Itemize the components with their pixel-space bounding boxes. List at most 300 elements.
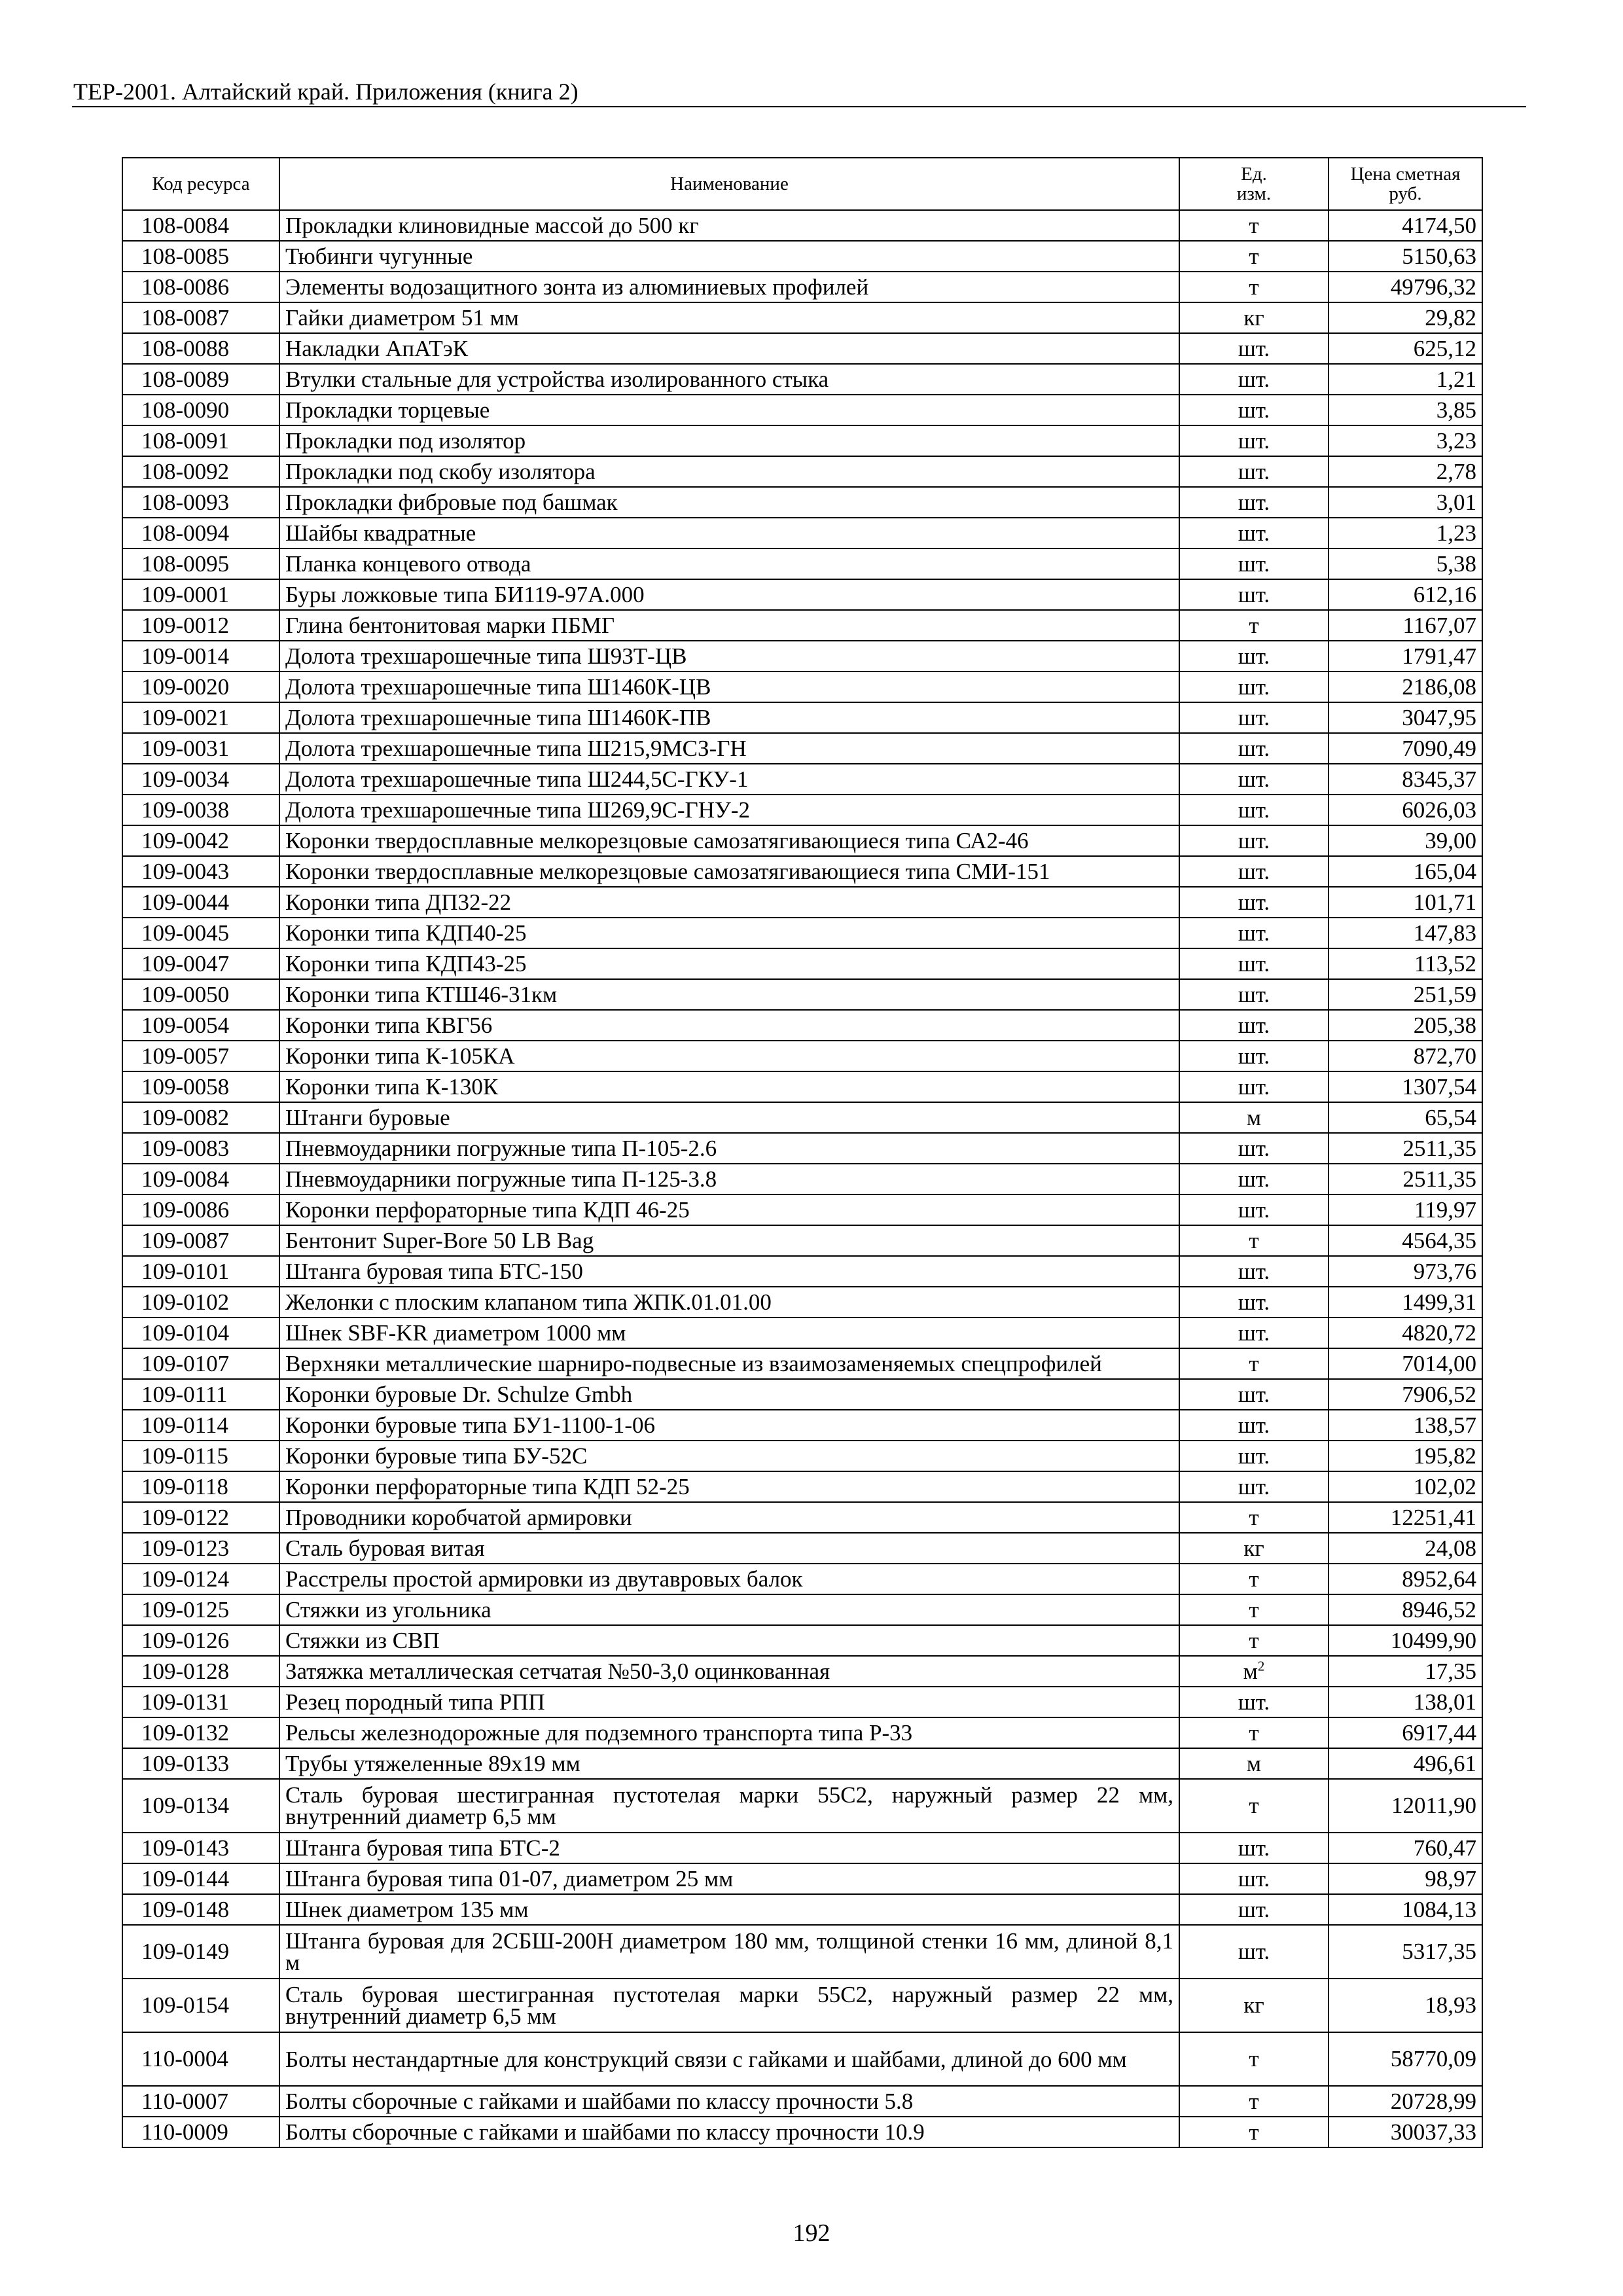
price-cell: 612,16 (1329, 579, 1482, 610)
resource-name-cell: Коронки типа К-130К (279, 1071, 1179, 1102)
table-row (122, 1133, 1482, 1164)
price-cell: 5317,35 (1329, 1925, 1482, 1979)
price-cell: 2186,08 (1329, 672, 1482, 702)
resource-name-cell: Штанга буровая типа БТС-2 (279, 1833, 1179, 1863)
resource-name-cell: Коронки буровые Dr. Schulze Gmbh (279, 1379, 1179, 1410)
price-cell: 1084,13 (1329, 1894, 1482, 1925)
unit-text: шт. (1238, 1896, 1270, 1922)
resource-code-cell: 109-0084 (122, 1164, 279, 1194)
price-cell: 8952,64 (1329, 1564, 1482, 1594)
unit-text: шт. (1238, 1473, 1270, 1499)
resource-code-cell: 109-0104 (122, 1318, 279, 1348)
column-header-unit (1179, 158, 1329, 210)
resource-code-cell: 109-0101 (122, 1256, 279, 1287)
table-row (122, 1925, 1482, 1979)
resource-name-cell: Коронки типа КДП40-25 (279, 918, 1179, 948)
price-cell: 12011,90 (1329, 1779, 1482, 1833)
unit-text: т (1249, 1504, 1259, 1530)
unit-text: шт. (1238, 920, 1270, 946)
table-row (122, 364, 1482, 395)
column-header-code: Код ресурса (122, 158, 279, 210)
price-cell: 98,97 (1329, 1863, 1482, 1894)
resource-name-cell: Прокладки под изолятор (279, 425, 1179, 456)
unit-text: м (1246, 1104, 1262, 1130)
resource-code-cell: 109-0107 (122, 1348, 279, 1379)
resource-code-cell: 109-0057 (122, 1041, 279, 1071)
unit-cell (1179, 1564, 1329, 1594)
table-row (122, 1010, 1482, 1041)
table-row (122, 825, 1482, 856)
price-cell: 29,82 (1329, 302, 1482, 333)
resource-code-cell: 109-0034 (122, 764, 279, 795)
resource-name-cell: Прокладки фибровые под башмак (279, 487, 1179, 518)
unit-cell (1179, 518, 1329, 548)
resource-code-cell: 109-0154 (122, 1979, 279, 2032)
price-cell: 195,82 (1329, 1441, 1482, 1471)
table-row (122, 1318, 1482, 1348)
unit-text: т (1249, 2088, 1259, 2114)
resource-name-cell: Глина бентонитовая марки ПБМГ (279, 610, 1179, 641)
unit-cell (1179, 1979, 1329, 2032)
table-row (122, 672, 1482, 702)
table-row (122, 1625, 1482, 1656)
resource-name-cell: Накладки АпАТэК (279, 333, 1179, 364)
unit-cell (1179, 241, 1329, 272)
unit-cell (1179, 487, 1329, 518)
unit-cell (1179, 918, 1329, 948)
resource-code-cell: 109-0058 (122, 1071, 279, 1102)
price-cell: 102,02 (1329, 1471, 1482, 1502)
resource-name-cell: Втулки стальные для устройства изолированного стыка (279, 364, 1179, 395)
unit-cell (1179, 672, 1329, 702)
resource-name-cell: Коронки буровые типа БУ1-1100-1-06 (279, 1410, 1179, 1441)
resource-name-cell: Сталь буровая витая (279, 1533, 1179, 1564)
resource-code-cell: 108-0091 (122, 425, 279, 456)
resource-name-cell: Шнек SBF-KR диаметром 1000 мм (279, 1318, 1179, 1348)
unit-text: шт. (1238, 366, 1270, 392)
unit-text: шт. (1238, 766, 1270, 792)
resource-code-cell: 109-0045 (122, 918, 279, 948)
resource-code-cell: 108-0085 (122, 241, 279, 272)
resource-code-cell: 109-0087 (122, 1225, 279, 1256)
unit-cell (1179, 1471, 1329, 1502)
unit-superscript: 2 (1257, 1657, 1265, 1674)
unit-text: шт. (1238, 1381, 1270, 1407)
unit-cell (1179, 1410, 1329, 1441)
unit-text: шт. (1238, 1835, 1270, 1861)
table-row (122, 1102, 1482, 1133)
resource-name-cell: Коронки типа ДП32-22 (279, 887, 1179, 918)
resource-code-cell: 109-0038 (122, 795, 279, 825)
resource-code-cell: 109-0082 (122, 1102, 279, 1133)
unit-cell (1179, 1717, 1329, 1748)
column-header-price-line1: Цена сметная (1350, 164, 1461, 185)
resource-name-cell: Желонки с плоским клапаном типа ЖПК.01.01.00 (279, 1287, 1179, 1318)
table-row (122, 887, 1482, 918)
price-cell: 7090,49 (1329, 733, 1482, 764)
resource-name-cell: Буры ложковые типа БИ119-97А.000 (279, 579, 1179, 610)
resource-code-cell: 109-0125 (122, 1594, 279, 1625)
price-cell: 760,47 (1329, 1833, 1482, 1863)
unit-text: шт. (1238, 458, 1270, 484)
resource-name-cell: Планка концевого отвода (279, 548, 1179, 579)
resource-code-cell: 109-0047 (122, 948, 279, 979)
column-header-price (1329, 158, 1482, 210)
unit-text: шт. (1238, 889, 1270, 915)
unit-text: т (1249, 612, 1259, 638)
price-cell: 113,52 (1329, 948, 1482, 979)
unit-text: м (1243, 1658, 1258, 1684)
price-cell: 1,23 (1329, 518, 1482, 548)
resource-name-cell: Долота трехшарошечные типа Ш269,9С-ГНУ-2 (279, 795, 1179, 825)
column-header-unit-line2: изм. (1236, 183, 1272, 204)
resource-code-cell: 109-0111 (122, 1379, 279, 1410)
resource-code-cell: 109-0086 (122, 1194, 279, 1225)
unit-cell (1179, 1748, 1329, 1779)
unit-cell (1179, 1010, 1329, 1041)
resource-code-cell: 109-0126 (122, 1625, 279, 1656)
table-row (122, 302, 1482, 333)
resource-name-cell: Долота трехшарошечные типа Ш244,5С-ГКУ-1 (279, 764, 1179, 795)
unit-cell (1179, 425, 1329, 456)
price-cell: 39,00 (1329, 825, 1482, 856)
table-row (122, 395, 1482, 425)
unit-text: шт. (1238, 397, 1270, 423)
resource-code-cell: 109-0144 (122, 1863, 279, 1894)
unit-cell (1179, 1625, 1329, 1656)
resource-code-cell: 109-0118 (122, 1471, 279, 1502)
resource-name-cell: Верхняки металлические шарниро-подвесные из взаимозаменяемых спецпрофилей (279, 1348, 1179, 1379)
unit-text: кг (1243, 1535, 1264, 1561)
unit-cell (1179, 2086, 1329, 2117)
unit-text: шт. (1238, 520, 1270, 546)
table-row (122, 1287, 1482, 1318)
table-header-row (122, 158, 1482, 210)
resource-name-cell: Шнек диаметром 135 мм (279, 1894, 1179, 1925)
unit-cell (1179, 456, 1329, 487)
resource-name-cell: Коронки типа КВГ56 (279, 1010, 1179, 1041)
table-row (122, 333, 1482, 364)
unit-cell (1179, 1894, 1329, 1925)
table-row (122, 856, 1482, 887)
unit-text: шт. (1238, 1166, 1270, 1192)
price-cell: 625,12 (1329, 333, 1482, 364)
unit-cell (1179, 702, 1329, 733)
resource-name-cell: Штанга буровая для 2СБШ-200Н диаметром 180 мм, толщиной стенки 16 мм, длиной 8,1 м (279, 1925, 1179, 1979)
unit-cell (1179, 302, 1329, 333)
table-row (122, 548, 1482, 579)
price-cell: 973,76 (1329, 1256, 1482, 1287)
resource-code-cell: 109-0044 (122, 887, 279, 918)
table-row (122, 702, 1482, 733)
resource-code-cell: 108-0092 (122, 456, 279, 487)
price-cell: 6026,03 (1329, 795, 1482, 825)
table-body (122, 210, 1482, 2147)
price-cell: 3,23 (1329, 425, 1482, 456)
table-row (122, 610, 1482, 641)
unit-cell (1179, 1256, 1329, 1287)
table-row (122, 1348, 1482, 1379)
unit-text: шт. (1238, 427, 1270, 454)
table-row (122, 1194, 1482, 1225)
resource-code-cell: 109-0149 (122, 1925, 279, 1979)
running-header: ТЕР-2001. Алтайский край. Приложения (книга 2) (73, 79, 579, 105)
unit-cell (1179, 579, 1329, 610)
page-number: 192 (793, 2219, 830, 2247)
unit-cell (1179, 1594, 1329, 1625)
table-row (122, 1717, 1482, 1748)
resource-code-cell: 109-0054 (122, 1010, 279, 1041)
table-row (122, 1833, 1482, 1863)
table-row (122, 2032, 1482, 2086)
price-cell: 251,59 (1329, 979, 1482, 1010)
resource-name-cell: Болты сборочные с гайками и шайбами по классу прочности 5.8 (279, 2086, 1179, 2117)
table-row (122, 456, 1482, 487)
table-row (122, 1041, 1482, 1071)
unit-text: т (1249, 274, 1259, 300)
table-row (122, 1687, 1482, 1717)
resource-name-cell: Штанги буровые (279, 1102, 1179, 1133)
price-table (122, 157, 1483, 2148)
table-row (122, 1533, 1482, 1564)
unit-cell (1179, 272, 1329, 302)
unit-cell (1179, 1863, 1329, 1894)
price-cell: 10499,90 (1329, 1625, 1482, 1656)
price-cell: 7906,52 (1329, 1379, 1482, 1410)
table-row (122, 1564, 1482, 1594)
price-cell: 1791,47 (1329, 641, 1482, 672)
table-row (122, 2086, 1482, 2117)
unit-text: т (1249, 243, 1259, 269)
unit-cell (1179, 764, 1329, 795)
table-row (122, 1502, 1482, 1533)
table-row (122, 425, 1482, 456)
price-cell: 58770,09 (1329, 2032, 1482, 2086)
unit-text: кг (1243, 1992, 1264, 2018)
unit-text: шт. (1238, 1443, 1270, 1469)
table-row (122, 487, 1482, 518)
table-row (122, 2117, 1482, 2147)
unit-text: шт. (1238, 827, 1270, 853)
unit-text: шт. (1238, 581, 1270, 607)
resource-code-cell: 109-0042 (122, 825, 279, 856)
table-row (122, 1863, 1482, 1894)
unit-cell (1179, 1379, 1329, 1410)
resource-code-cell: 109-0115 (122, 1441, 279, 1471)
resource-name-cell: Коронки перфораторные типа КДП 46-25 (279, 1194, 1179, 1225)
unit-cell (1179, 979, 1329, 1010)
unit-text: шт. (1238, 1319, 1270, 1346)
resource-name-cell: Шайбы квадратные (279, 518, 1179, 548)
table-row (122, 272, 1482, 302)
unit-cell (1179, 1779, 1329, 1833)
resource-code-cell: 108-0094 (122, 518, 279, 548)
unit-cell (1179, 856, 1329, 887)
resource-name-cell: Сталь буровая шестигранная пустотелая марки 55С2, наружный размер 22 мм, внутренний диаметр 6,5 мм (279, 1779, 1179, 1833)
resource-name-cell: Болты сборочные с гайками и шайбами по классу прочности 10.9 (279, 2117, 1179, 2147)
unit-text: кг (1243, 304, 1264, 331)
resource-name-cell: Долота трехшарошечные типа Ш1460К-ЦВ (279, 672, 1179, 702)
table-row (122, 1894, 1482, 1925)
price-cell: 49796,32 (1329, 272, 1482, 302)
price-cell: 872,70 (1329, 1041, 1482, 1071)
price-cell: 165,04 (1329, 856, 1482, 887)
resource-code-cell: 109-0020 (122, 672, 279, 702)
resource-name-cell: Долота трехшарошечные типа Ш1460К-ПВ (279, 702, 1179, 733)
unit-text: шт. (1238, 335, 1270, 361)
unit-cell (1179, 1441, 1329, 1471)
unit-cell (1179, 364, 1329, 395)
unit-text: шт. (1238, 981, 1270, 1007)
resource-name-cell: Коронки типа КДП43-25 (279, 948, 1179, 979)
price-cell: 138,01 (1329, 1687, 1482, 1717)
price-cell: 3,85 (1329, 395, 1482, 425)
resource-code-cell: 108-0090 (122, 395, 279, 425)
resource-code-cell: 109-0132 (122, 1717, 279, 1748)
price-cell: 3,01 (1329, 487, 1482, 518)
column-header-price-line2: руб. (1389, 183, 1422, 204)
resource-code-cell: 109-0124 (122, 1564, 279, 1594)
price-cell: 8345,37 (1329, 764, 1482, 795)
resource-name-cell: Коронки типа К-105КА (279, 1041, 1179, 1071)
resource-code-cell: 108-0095 (122, 548, 279, 579)
unit-cell (1179, 1925, 1329, 1979)
price-cell: 12251,41 (1329, 1502, 1482, 1533)
resource-code-cell: 109-0133 (122, 1748, 279, 1779)
price-cell: 18,93 (1329, 1979, 1482, 2032)
resource-code-cell: 109-0122 (122, 1502, 279, 1533)
resource-code-cell: 108-0088 (122, 333, 279, 364)
table-row (122, 641, 1482, 672)
table-row (122, 1471, 1482, 1502)
unit-cell (1179, 1533, 1329, 1564)
resource-code-cell: 110-0009 (122, 2117, 279, 2147)
table-row (122, 518, 1482, 548)
resource-code-cell: 109-0114 (122, 1410, 279, 1441)
unit-text: шт. (1238, 643, 1270, 669)
price-cell: 20728,99 (1329, 2086, 1482, 2117)
unit-text: т (1249, 1596, 1259, 1623)
resource-code-cell: 109-0021 (122, 702, 279, 733)
price-cell: 30037,33 (1329, 2117, 1482, 2147)
unit-cell (1179, 825, 1329, 856)
resource-name-cell: Коронки буровые типа БУ-52С (279, 1441, 1179, 1471)
resource-code-cell: 108-0089 (122, 364, 279, 395)
unit-cell (1179, 548, 1329, 579)
price-cell: 8946,52 (1329, 1594, 1482, 1625)
table-row (122, 1410, 1482, 1441)
unit-cell (1179, 1225, 1329, 1256)
resource-code-cell: 109-0148 (122, 1894, 279, 1925)
unit-cell (1179, 1318, 1329, 1348)
unit-text: т (1249, 2119, 1259, 2145)
table-row (122, 1441, 1482, 1471)
resource-code-cell: 109-0050 (122, 979, 279, 1010)
unit-text: шт. (1238, 858, 1270, 884)
unit-cell (1179, 395, 1329, 425)
resource-code-cell: 109-0083 (122, 1133, 279, 1164)
resource-name-cell: Прокладки торцевые (279, 395, 1179, 425)
resource-name-cell: Штанга буровая типа 01-07, диаметром 25 мм (279, 1863, 1179, 1894)
price-cell: 4820,72 (1329, 1318, 1482, 1348)
resource-name-cell: Бентонит Super-Bore 50 LB Bag (279, 1225, 1179, 1256)
table-row (122, 764, 1482, 795)
table-row (122, 210, 1482, 241)
table-row (122, 795, 1482, 825)
unit-cell (1179, 1041, 1329, 1071)
price-cell: 4174,50 (1329, 210, 1482, 241)
price-cell: 147,83 (1329, 918, 1482, 948)
resource-code-cell: 109-0128 (122, 1656, 279, 1687)
unit-text: шт. (1238, 1865, 1270, 1892)
unit-cell (1179, 2032, 1329, 2086)
unit-cell (1179, 948, 1329, 979)
unit-cell (1179, 1287, 1329, 1318)
resource-name-cell: Коронки твердосплавные мелкорезцовые самозатягивающиеся типа СА2-46 (279, 825, 1179, 856)
unit-cell (1179, 333, 1329, 364)
unit-cell (1179, 1102, 1329, 1133)
table-row (122, 1225, 1482, 1256)
resource-code-cell: 110-0004 (122, 2032, 279, 2086)
table-row (122, 1379, 1482, 1410)
resource-code-cell: 110-0007 (122, 2086, 279, 2117)
price-cell: 24,08 (1329, 1533, 1482, 1564)
resource-code-cell: 108-0086 (122, 272, 279, 302)
resource-name-cell: Стяжки из СВП (279, 1625, 1179, 1656)
table-row (122, 1656, 1482, 1687)
resource-name-cell: Прокладки клиновидные массой до 500 кг (279, 210, 1179, 241)
table-row (122, 241, 1482, 272)
price-cell: 65,54 (1329, 1102, 1482, 1133)
table-row (122, 733, 1482, 764)
unit-text: т (1249, 2046, 1259, 2072)
unit-text: т (1249, 1566, 1259, 1592)
resource-name-cell: Сталь буровая шестигранная пустотелая марки 55С2, наружный размер 22 мм, внутренний диаметр 6,5 мм (279, 1979, 1179, 2032)
resource-name-cell: Тюбинги чугунные (279, 241, 1179, 272)
price-cell: 101,71 (1329, 887, 1482, 918)
resource-name-cell: Рельсы железнодорожные для подземного транспорта типа Р-33 (279, 1717, 1179, 1748)
price-cell: 1307,54 (1329, 1071, 1482, 1102)
unit-text: м (1246, 1750, 1262, 1776)
resource-name-cell: Гайки диаметром 51 мм (279, 302, 1179, 333)
resource-code-cell: 108-0093 (122, 487, 279, 518)
resource-code-cell: 108-0084 (122, 210, 279, 241)
price-cell: 119,97 (1329, 1194, 1482, 1225)
unit-cell (1179, 1194, 1329, 1225)
resource-name-cell: Коронки твердосплавные мелкорезцовые самозатягивающиеся типа СМИ-151 (279, 856, 1179, 887)
resource-code-cell: 109-0001 (122, 579, 279, 610)
resource-code-cell: 109-0131 (122, 1687, 279, 1717)
unit-text: шт. (1238, 1135, 1270, 1161)
price-cell: 4564,35 (1329, 1225, 1482, 1256)
resource-name-cell: Элементы водозащитного зонта из алюминиевых профилей (279, 272, 1179, 302)
resource-name-cell: Штанга буровая типа БТС-150 (279, 1256, 1179, 1287)
unit-cell (1179, 1133, 1329, 1164)
resource-name-cell: Болты нестандартные для конструкций связи с гайками и шайбами, длиной до 600 мм (279, 2032, 1179, 2086)
resource-name-cell: Резец породный типа РПП (279, 1687, 1179, 1717)
price-cell: 5150,63 (1329, 241, 1482, 272)
unit-text: шт. (1238, 704, 1270, 730)
unit-text: шт. (1238, 1939, 1270, 1964)
price-cell: 5,38 (1329, 548, 1482, 579)
unit-cell (1179, 1348, 1329, 1379)
resource-name-cell: Долота трехшарошечные типа Ш93Т-ЦВ (279, 641, 1179, 672)
unit-cell (1179, 1164, 1329, 1194)
unit-text: шт. (1238, 489, 1270, 515)
unit-text: шт. (1238, 673, 1270, 700)
resource-name-cell: Пневмоударники погружные типа П-105-2.6 (279, 1133, 1179, 1164)
price-cell: 1167,07 (1329, 610, 1482, 641)
